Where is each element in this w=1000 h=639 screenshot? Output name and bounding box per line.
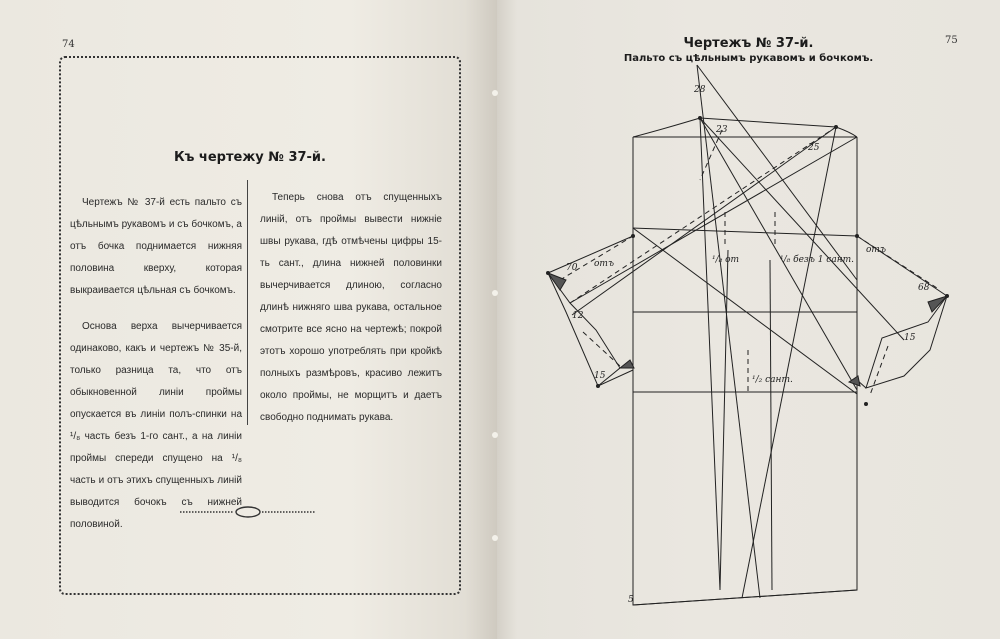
text-column-2 xyxy=(260,187,442,443)
point xyxy=(864,402,868,406)
label-15-right: 15 xyxy=(904,333,916,343)
neck-curve xyxy=(836,127,857,137)
construction-line xyxy=(700,118,720,590)
point xyxy=(631,234,635,238)
label-from-left: отъ xyxy=(594,259,614,269)
left-page-title: Къ чертежу № 37-й. xyxy=(174,150,326,165)
construction-line xyxy=(700,118,857,390)
frame-line xyxy=(633,137,857,605)
label-70: 70 xyxy=(566,263,578,273)
label-25: 25 xyxy=(808,143,820,153)
column-divider xyxy=(247,180,248,425)
paragraph: Чертежъ № 37-й есть пальто съ цѣльнымъ рукавомъ и съ бочкомъ, а отъ бочка поднимается нижняя половина кверху, которая выкраивается цѣльная съ бочкомъ. xyxy=(70,197,242,296)
construction-line xyxy=(697,65,857,280)
construction-line xyxy=(697,65,760,598)
point xyxy=(596,384,600,388)
neck-curve xyxy=(633,118,700,137)
label-15-left: 15 xyxy=(594,371,606,381)
dashed-line xyxy=(870,346,888,395)
label-eighth-left: ¹/₈ от xyxy=(712,255,740,265)
label-5: 5 xyxy=(628,595,634,605)
frame-line xyxy=(633,590,857,605)
hatch xyxy=(620,360,634,368)
construction-line xyxy=(742,127,836,598)
dashed-line xyxy=(570,127,836,303)
hatch xyxy=(849,376,860,386)
right-page-title: Чертежъ № 37-й. xyxy=(683,36,814,51)
construction-line xyxy=(572,127,836,315)
paragraph: Основа верха вычерчивается одинаково, какъ и чертежъ № 35-й, только разница та, что отъ обыкновенной линіи проймы опускается въ линіи полъ-спинки на ¹/₈ часть безъ 1-го сант., а на линіи проймы спереди спущено на ¹/₈ часть и отъ этихъ спущенныхъ линій выводится бочокъ съ нижней половиной. xyxy=(70,321,242,530)
label-from-right: отъ xyxy=(866,245,886,255)
label-half-sant: ¹/₂ сант. xyxy=(752,375,793,385)
left-page-number: 74 xyxy=(62,39,75,50)
label-12: 12 xyxy=(572,311,584,321)
point xyxy=(698,116,702,120)
hatch xyxy=(548,273,566,290)
construction-line xyxy=(770,260,772,590)
left-sleeve xyxy=(548,273,620,386)
paragraph: Теперь снова отъ спущенныхъ линій, отъ проймы вывести нижніе швы рукава, гдѣ отмѣчены цифры 15-ть сант., длина нижней половинки вычерчивается длиною, согласно длинѣ нижняго шва рукава, остальное смотрите все ясно на чертежѣ; покрой этотъ хорошо употреблять при кройкѣ полныхъ размѣровъ, красиво лежитъ около проймы, не морщитъ и даетъ свободно поднимать рукава. xyxy=(260,192,442,423)
sleeve-line xyxy=(548,236,633,273)
right-page-number: 75 xyxy=(945,35,958,46)
pattern-diagram xyxy=(497,0,1000,639)
dashed-line xyxy=(583,332,620,366)
sleeve-line xyxy=(570,137,857,303)
label-68: 68 xyxy=(918,283,930,293)
point xyxy=(945,294,949,298)
right-page-subtitle: Пальто съ цѣльнымъ рукавомъ и бочкомъ. xyxy=(623,53,874,64)
ornament-divider xyxy=(178,505,318,519)
label-23: 23 xyxy=(716,125,728,135)
text-column-1 xyxy=(70,192,242,550)
point xyxy=(855,234,859,238)
label-eighth-right: ¹/₈ безъ 1 сант. xyxy=(780,255,855,265)
point xyxy=(834,125,838,129)
construction-line xyxy=(720,250,728,590)
point xyxy=(546,271,550,275)
label-28: 28 xyxy=(694,85,706,95)
